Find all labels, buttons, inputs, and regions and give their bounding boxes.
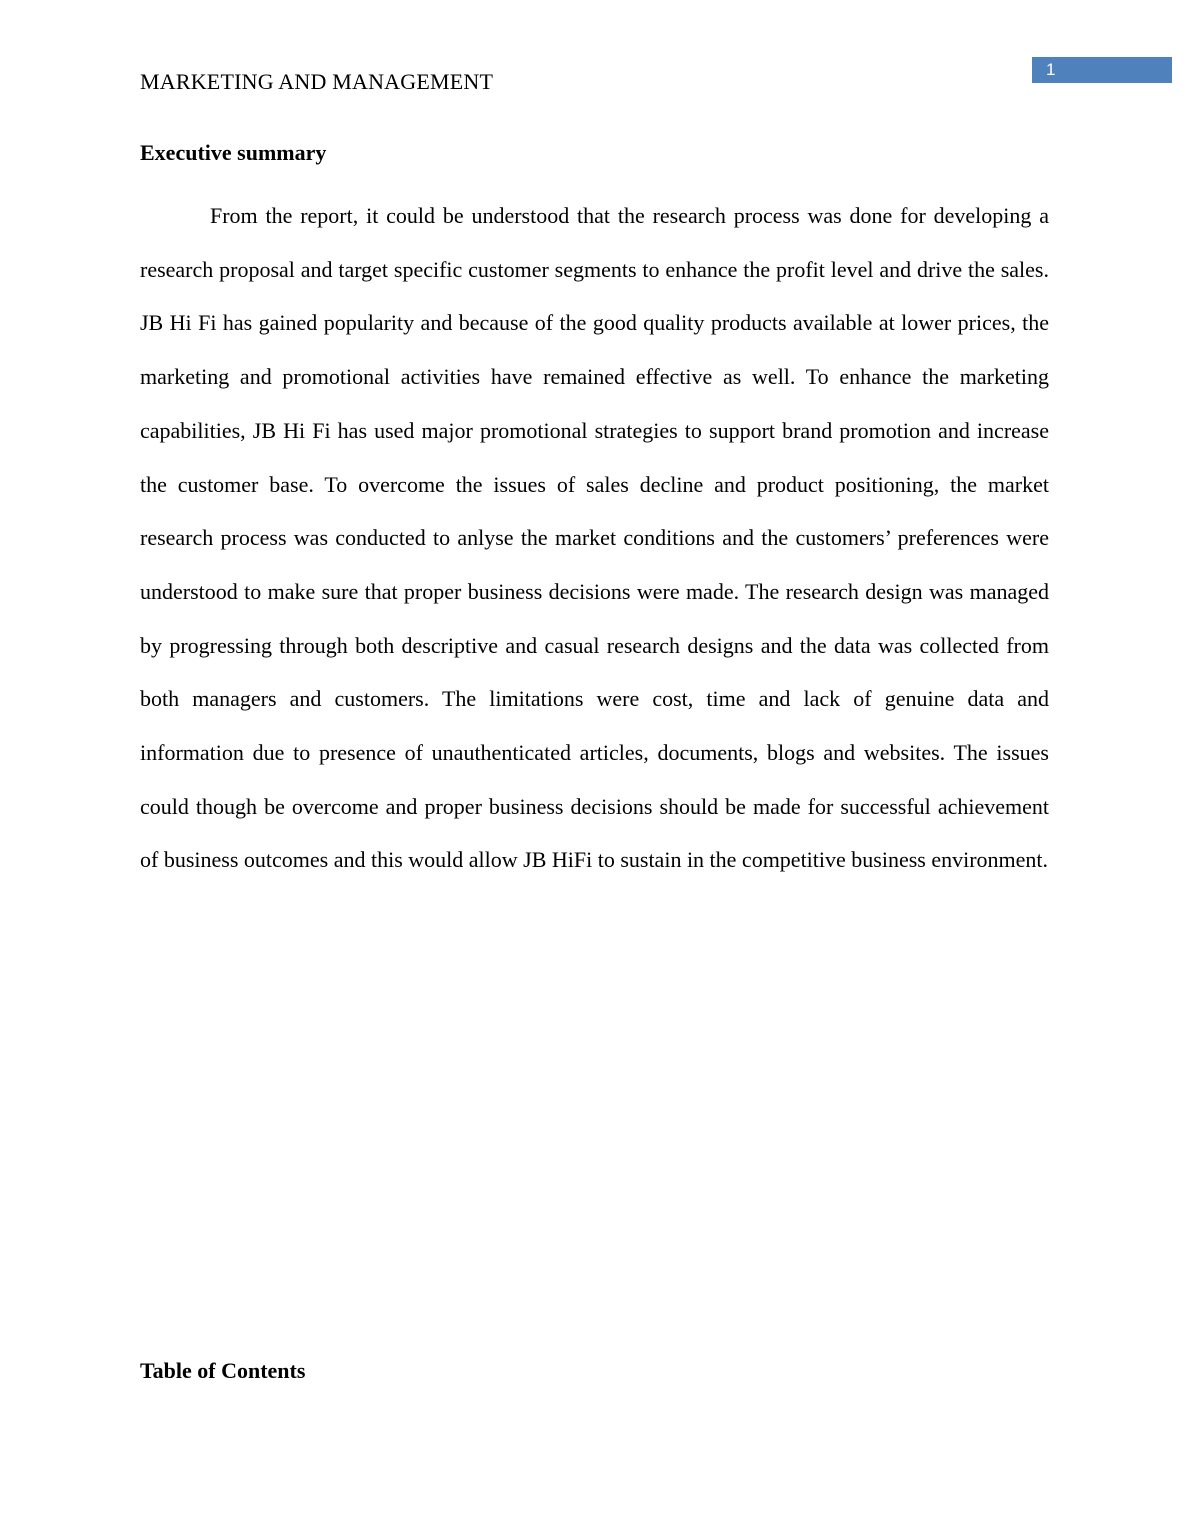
executive-summary-heading: Executive summary (140, 140, 327, 165)
executive-summary-paragraph: From the report, it could be understood that the research process was done for developing a research proposal and target specific customer segments to enhance the profit level and drive the sales. JB Hi Fi has gained popularity and because of the good quality products available at lower prices, the marketing and promotional activities have remained effective as well. To enhance the marketing capabilities, JB Hi Fi has used major promotional strategies to support brand promotion and increase the customer base. To overcome the issues of sales decline and product positioning, the market research process was conducted to anlyse the market conditions and the customers’ preferences were understood to make sure that proper business decisions were made. The research design was managed by progressing through both descriptive and casual research designs and the data was collected from both managers and customers. The limitations were cost, time and lack of genuine data and information due to presence of unauthenticated articles, documents, blogs and websites. The issues could though be overcome and proper business decisions should be made for successful achievement of business outcomes and this would allow JB HiFi to sustain in the competitive business environment. (140, 203, 1049, 873)
table-of-contents-heading: Table of Contents (140, 1358, 306, 1383)
running-header-title: MARKETING AND MANAGEMENT (140, 69, 494, 94)
page-number-badge: 1 (1032, 57, 1172, 83)
